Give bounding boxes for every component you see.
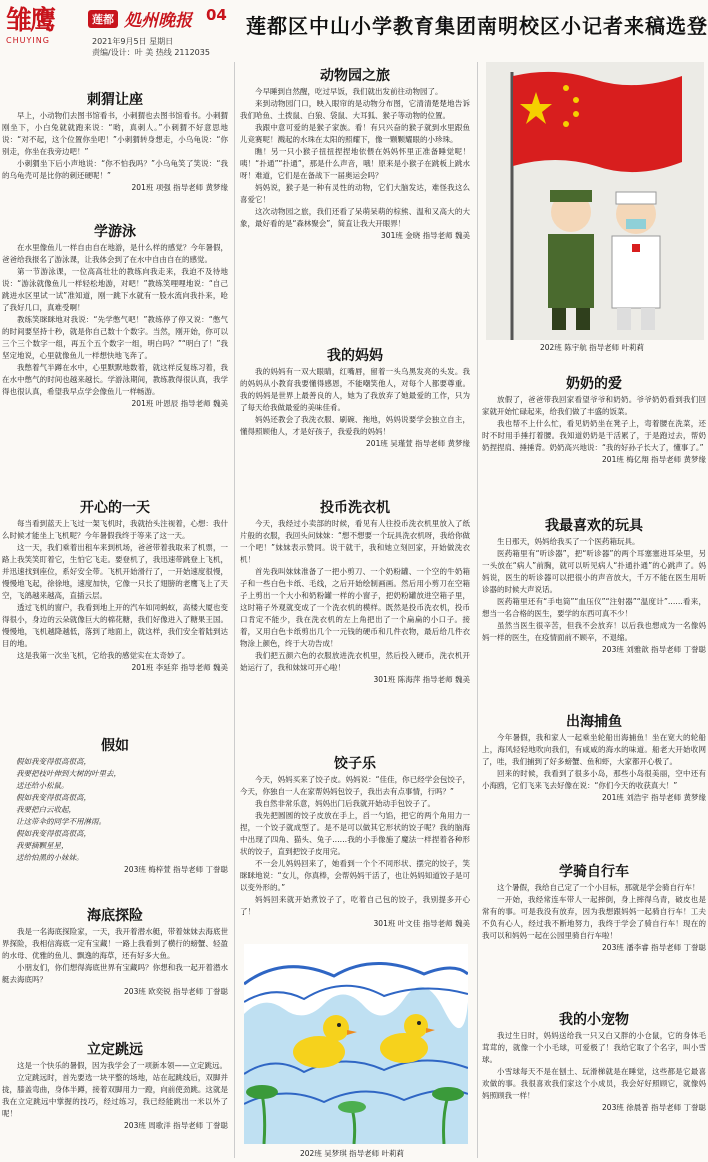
article-paragraph: 我也帮不上什么忙，看见奶奶坐在凳子上，弯着腰在洗菜，还时不时用手捶打着腰。我知道奶奶是干活累了，于是跑过去，帮奶奶捏捏肩、捶捶背。奶奶高兴地说：“我的好孙子长大了，懂事了。”: [482, 419, 706, 452]
article-body: [2, 242, 228, 398]
article: [482, 374, 706, 466]
brand-name-en: CHUYING: [6, 36, 50, 45]
article: [2, 1040, 228, 1132]
article-body: [482, 536, 706, 644]
article: [2, 736, 228, 876]
article-byline: 301班 陈海萍 指导老师 魏美: [373, 675, 470, 684]
column-rule: [234, 62, 235, 1158]
article-paragraph: 瞧！另一只小猴子扭扭捏捏地依偎在妈妈怀里正准备睡觉呢！咦！“扑通”“扑通”，那是什么声音，哦！原来是小猴子在跳板上跳水呀！难道，它们是在备战下一届奥运会吗？: [240, 147, 470, 180]
article-paragraph: 这一天，我们乘着出租车来到机场，爸爸带着我取来了机票，一路上我笑笑盯着它，生怕它飞走。要登机了，我迅速带跳登上飞机，并迅速找到座位，系好安全带。飞机开始滑行了，一开始速度很慢，慢慢地飞起，徐徐地，速度加快，它像一只长了翅膀的老鹰飞上了天空，飞鸽越来越高，直插云层。: [2, 543, 228, 600]
article-title: 我的小宠物: [559, 1012, 629, 1028]
article-byline: 201班 吴瑾萱 指导老师 黄梦缘: [366, 439, 470, 448]
article-paragraph: 小雪球每天不是在刨土、玩滑梯就是在睡觉，这些都是它最喜欢做的事。我很喜欢我们家这个小成员，我会好好照顾它，就像妈妈照顾我一样！: [482, 1067, 706, 1100]
article-title: 刺猬让座: [87, 92, 143, 108]
poem-line: 我要摘颗星星，: [16, 841, 69, 850]
poem-line: 我要把枝叶伸到大树的叶里去，: [16, 769, 121, 778]
article-body: [240, 774, 470, 918]
article-paragraph: 一开始，我经常连车带人一起摔倒，身上摔得乌青，破皮也是常有的事。可是我没有放弃，因为我想跟妈妈一起骑自行车！工夫不负有心人，经过我不断地努力，我终于学会了骑自行车！现在的我可以和妈妈一起在公园里骑自行车啦！: [482, 895, 706, 940]
page-number: 04: [206, 6, 227, 24]
article-byline: 203班 周歌洋 指导老师 丁誉聪: [124, 1121, 228, 1130]
poem-line: 我要把白云收起，: [16, 805, 76, 814]
poem-line: 假如我变得很高很高，: [16, 757, 91, 766]
article-paragraph: 我过生日时，妈妈送给我一只又白又胖的小仓鼠，它的身体毛茸茸的，就像一个小毛球，可爱极了！我给它取了个名字，叫小雪球。: [482, 1031, 706, 1064]
poem-line: 假如我变得很高很高，: [16, 829, 91, 838]
article-byline: 203班 欧奕锐 指导老师 丁誉聪: [124, 987, 228, 996]
article-paragraph: 教练笑眯眯地对我说：“先学憋气吧！”教练停了停又说：“憋气的时间要坚持十秒，就是你自己数十个数字。当然，刚开始，你可以三个三个数字一组，再五个五个数字一组，明白吗？”“明白了！”我坚定地说，心里就像鱼儿一样想快地飞奔了。: [2, 315, 228, 360]
article-byline: 201班 李延弈 指导老师 魏美: [131, 663, 228, 672]
article-byline: 203班 潘李睿 指导老师 丁誉聪: [602, 943, 706, 952]
article: [240, 498, 470, 686]
article-paragraph: 小刺猬坐下后小声地说：“你不怕我吗？”小乌龟笑了笑说：“我的乌龟壳可是比你的刺还硬呢！”: [2, 159, 228, 180]
article-body: [2, 110, 228, 182]
article: [482, 862, 706, 954]
column-rule: [477, 62, 478, 1158]
article-paragraph: 我先把圆圆的饺子皮放在手上，舀一勺馅，把它的两个角用力一捏，一个饺子就成型了。是不是可以做其它形状的饺子呢？我的脑海中出现了四角、猫头、兔子……我的小手像施了魔法一样捏着各种形状的饺子，直到把饺子皮用完。: [240, 811, 470, 856]
section-badge: 莲都: [88, 10, 118, 28]
article-title: 学游泳: [94, 224, 136, 240]
paper-name: 処州晚报: [124, 11, 192, 31]
article: [482, 1010, 706, 1114]
article-body: [240, 518, 470, 674]
article-paragraph: 我们把五颜六色的衣服放进洗衣机里，然后投入硬币，洗衣机开始运行了，我和妹妹可开心啦！: [240, 651, 470, 672]
article-paragraph: 虽然当医生很辛苦，但我不会放弃！以后我也想成为一名像妈妈一样的医生，在疫情面前不顾辛，不退缩。: [482, 621, 706, 642]
article-paragraph: 今年暑假，我和家人一起乘坐轮船出海捕鱼！坐在宽大的轮船上，海风轻轻地吹向我们，有咸咸的海水的味道。船老大开始收网了，哇，我们捕到了好多螃蟹、鱼和虾，大家都开心极了。: [482, 733, 706, 766]
article-paragraph: 立定跳远时，首先要选一块平整的场地，站在起跳线后，双脚并拢，膝盖弯曲，身体半蹲，接着双脚用力一蹬，向前使劲跳。这就是我在立定跳远中掌握的技巧，经过练习，我已经能跳出一米以外了呢！: [2, 1073, 228, 1118]
article-title: 学骑自行车: [559, 864, 629, 880]
flag-drawing-caption: 202班 陈宇航 指导老师 叶莉莉: [540, 343, 644, 352]
article-paragraph: 每当看到蓝天上飞过一架飞机时，我就抬头注视着，心想：我什么时候才能坐上飞机呢？今年暑假我终于等来了这一天。: [2, 519, 228, 540]
article-paragraph: 透过飞机的窗户，我看到地上开的汽车如同蚂蚁，高楼大厦也变得很小，身边的云朵就像巨大的棉花糖，我们好像进入了糖果王国。慢慢地，飞机越降越低，落到了地面上，就这样，我们安全着陆到达目的地。: [2, 603, 228, 648]
article-paragraph: 今早睡到自然醒，吃过早饭，我们就出发前往动物园了。: [255, 87, 443, 96]
article-title: 我最喜欢的玩具: [545, 518, 643, 534]
article-byline: 301班 叶文佳 指导老师 魏美: [373, 919, 470, 928]
article-body: [2, 518, 228, 662]
article-body: [482, 1030, 706, 1102]
article: [482, 712, 706, 804]
article-paragraph: 这个暑假，我给自己定了一个小目标，那就是学会骑自行车！: [497, 883, 700, 892]
article-byline: 301班 金晓 指导老师 魏美: [381, 231, 470, 240]
duck-drawing-art: [244, 944, 468, 1144]
article-byline: 203班 梅梓萱 指导老师 丁誉聪: [124, 865, 228, 874]
flag-drawing: [486, 62, 704, 340]
article: [2, 498, 228, 674]
article-byline: 203班 徐晨普 指导老师 丁誉聪: [602, 1103, 706, 1112]
article-byline: 201班 梅亿翔 指导老师 黄梦缘: [602, 455, 706, 464]
article-paragraph: 医药箱里有“听诊器”，把“听诊器”的两个耳塞塞进耳朵里，另一头放在“病人”前胸，就可以听见病人“扑通扑通”的心跳声了。妈妈说，医生的听诊器可以把很小的声音放大，千万不能在医生用听诊器的时候大声说话。: [482, 549, 706, 594]
article-body: [482, 882, 706, 942]
flag-drawing-art: [486, 62, 704, 340]
article-paragraph: 医药箱里还有“手电筒”“血压仪”“注射器”“温度计”……看来，想当一名合格的医生，要学的东西可真不少！: [482, 597, 706, 618]
article-paragraph: 我是一名海底探险家，一天，我开着潜水艇，带着妹妹去海底世界探险，我相信海底一定有宝藏！一路上我看到了横行的螃蟹、轻盈的水母、优雅的鱼儿、飘逸的海草，还有好多大鱼。: [2, 927, 228, 960]
masthead: [0, 0, 708, 58]
duck-drawing: [244, 944, 468, 1144]
article: [240, 754, 470, 930]
article-paragraph: 这是一个快乐的暑假，因为我学会了一项新本领——立定跳远。: [17, 1061, 227, 1070]
article-paragraph: 不一会儿妈妈回来了，她看到一个个不同形状、摆完的饺子，笑眯眯地说：“女儿，你真棒，会帮妈妈干活了，也让妈妈知道饺子是可以变外形的。”: [240, 859, 470, 892]
article-paragraph: 妈妈说，猴子是一种有灵性的动物，它们大脑发达，难怪我这么喜爱它！: [240, 183, 470, 204]
article-body: [2, 1060, 228, 1120]
article-paragraph: 我憋着气半蹲在水中，心里默默地数着，就这样反复练习着，我在水中憋气的时间也越来越长。学游泳期间，教练教得很认真，我学得也很认真，希望我早点学会像鱼儿一样畅游。: [2, 363, 228, 396]
brand-logo: [6, 6, 70, 54]
article-paragraph: 放假了，爸爸带我回家看望爷爷和奶奶。爷爷奶奶看到我们回家就开始忙碌起来，给我们做了丰盛的饭菜。: [482, 395, 706, 416]
article-paragraph: 这次动物园之旅，我们还看了呆萌呆萌的棕熊、温和又高大的大象，最好看的是“森林聚会”，简直让我大开眼界！: [240, 207, 470, 228]
poem-line: 假如我变得很高很高，: [16, 793, 91, 802]
article-paragraph: 这是我第一次坐飞机，它给我的感觉实在太奇妙了。: [17, 651, 190, 660]
article-body: [482, 394, 706, 454]
article-body: [240, 86, 470, 230]
poem-line: 送还给小松鼠。: [16, 781, 69, 790]
article-paragraph: 今天，妈妈买来了饺子皮。妈妈说：“佳佳，你已经学会包饺子，今天，你独自一人在家帮妈妈包饺子，我出去有点事情，行吗？”: [240, 775, 470, 796]
article-paragraph: 妈妈还教会了我洗衣服、刷碗、拖地，妈妈说要学会独立自主，懂得照顾他人，才是好孩子，我爱我的妈妈！: [240, 415, 470, 436]
article-byline: 201班 叶恩辰 指导老师 魏美: [131, 399, 228, 408]
article-title: 出海捕鱼: [566, 714, 622, 730]
article-paragraph: 在水里像鱼儿一样自由自在地游，是什么样的感觉？今年暑假，爸爸给我报名了游泳课，让我体会到了在水中自由自在的感觉。: [2, 243, 228, 264]
article-paragraph: 今天，我经过小卖部的时候，看见有人往投币洗衣机里放入了纸片般的衣服，我回头问妹妹：“想不想要一个玩具洗衣机呀，我给你做一个吧！”妹妹表示赞同。说干就干，我和她立刻回家，开始做洗衣机！: [240, 519, 470, 564]
article: [240, 66, 470, 242]
article-title: 假如: [101, 738, 129, 754]
article-paragraph: 回来的时候，我看到了很多小岛，那些小岛很美丽，空中还有小海鸥，它们飞来飞去好像在说：“你们今天的收获真大！”: [482, 769, 706, 790]
article-body: [2, 926, 228, 986]
article-title: 海底探险: [87, 908, 143, 924]
article: [482, 516, 706, 656]
article-paragraph: 我跟中意可爱的是猴子家族。看！有只兴奋的猴子就到水里跟鱼儿竞赛呢！溅起的水珠在太阳的照耀下，像一颗颗耀眼的小珍珠。: [240, 123, 470, 144]
article-title: 立定跳远: [87, 1042, 143, 1058]
article-paragraph: 我的妈妈有一双大眼睛，红嘴唇，留着一头乌黑发亮的头发。我的妈妈从小教育我要懂得感恩，不能嘲笑他人，对每个人都要尊重。我的妈妈是世界上最善良的人，她为了我放弃了她最爱的工作，只为了每天给我做最爱的美味佳肴。: [240, 367, 470, 412]
article-paragraph: 小朋友们，你们想得海底世界有宝藏吗？你想和我一起开着潜水艇去海底吗？: [2, 963, 228, 984]
article: [2, 90, 228, 194]
article-title: 奶奶的爱: [566, 376, 622, 392]
article-paragraph: 早上，小动物们去图书馆看书，小刺猬也去图书馆看书。小刺猬刚坐下，小白兔就就跑来说：“哟，真刺人。”小刺猬不好意思地说：“对不起，这个位置你坐吧！”小刺猬转身想走，小乌龟说：“你别走，你坐在我旁边吧！”: [2, 111, 228, 156]
article-byline: 203班 刘雅歆 指导老师 丁誉聪: [602, 645, 706, 654]
article-paragraph: 首先我叫妹妹准备了一把小剪刀、一个奶粉罐、一个空的牛奶箱子和一些白色卡纸、毛线，之后开始绘制画画。然后用小剪刀在空箱子上剪出一个大小和奶粉罐一样的小窗子，把奶粉罐放进空箱子里，这时箱子外观就变成了一个洗衣机的模样。既然是投币洗衣机，投币口肯定不能少，我在洗衣机的左上角把出了一个扁扁的小口子。接着，又用白色卡纸剪出几个一元钱的硬币和几件衣物，最后给几件衣物涂上颜色，终于大功告成！: [240, 567, 470, 648]
article-paragraph: 来到动物园门口，映入眼帘的是动物分布图，它清清楚楚地告诉我们哈鱼、土拨鼠、白狼、袋鼠、大耳狐、猴子等动物的位置。: [240, 99, 470, 120]
article: [2, 222, 228, 410]
duck-drawing-caption: 202班 吴梦琪 指导老师 叶莉莉: [300, 1149, 404, 1158]
article-title: 投币洗衣机: [320, 500, 390, 516]
article-body: [240, 366, 470, 438]
article-title: 饺子乐: [334, 756, 376, 772]
article: [2, 906, 228, 998]
article-byline: 201班 刘浩宇 指导老师 黄梦缘: [602, 793, 706, 802]
poem-body: [2, 756, 228, 864]
article-paragraph: 妈妈回来就开始煮饺子了，吃着自己包的饺子，我别提多开心了！: [240, 895, 470, 916]
editor-line: 责编/设计：叶 美 热线 2112035: [92, 48, 210, 57]
brand-name-cn: 雏鹰: [6, 6, 55, 36]
article-byline: 201班 项强 指导老师 黄梦缘: [131, 183, 228, 192]
article: [240, 346, 470, 450]
issue-date: 2021年9月5日 星期日: [92, 37, 174, 46]
poem-line: 让这带伞的同学不用淋雨。: [16, 817, 106, 826]
poem-line: 送给怕黑的小妹妹。: [16, 853, 84, 862]
article-paragraph: 第一节游泳课，一位高高壮壮的教练向我走来，我迫不及待地说：“游泳就像鱼儿一样轻松地游，对吧！”教练笑哩哩地说：“自己跳进水区里试一试”准知道，刚一跳下水就有一股水流向我扑来，呛了我好几口，真难受啊！: [2, 267, 228, 312]
article-title: 动物园之旅: [320, 68, 390, 84]
article-title: 开心的一天: [80, 500, 150, 516]
article-title: 我的妈妈: [327, 348, 383, 364]
article-paragraph: 生日那天，妈妈给我买了一个医药箱玩具。: [497, 537, 640, 546]
page-headline: 莲都区中山小学教育集团南明校区小记者来稿选登: [246, 14, 708, 38]
article-body: [482, 732, 706, 792]
article-paragraph: 我自然非常乐意，妈妈出门后我就开始动手包饺子了。: [255, 799, 435, 808]
